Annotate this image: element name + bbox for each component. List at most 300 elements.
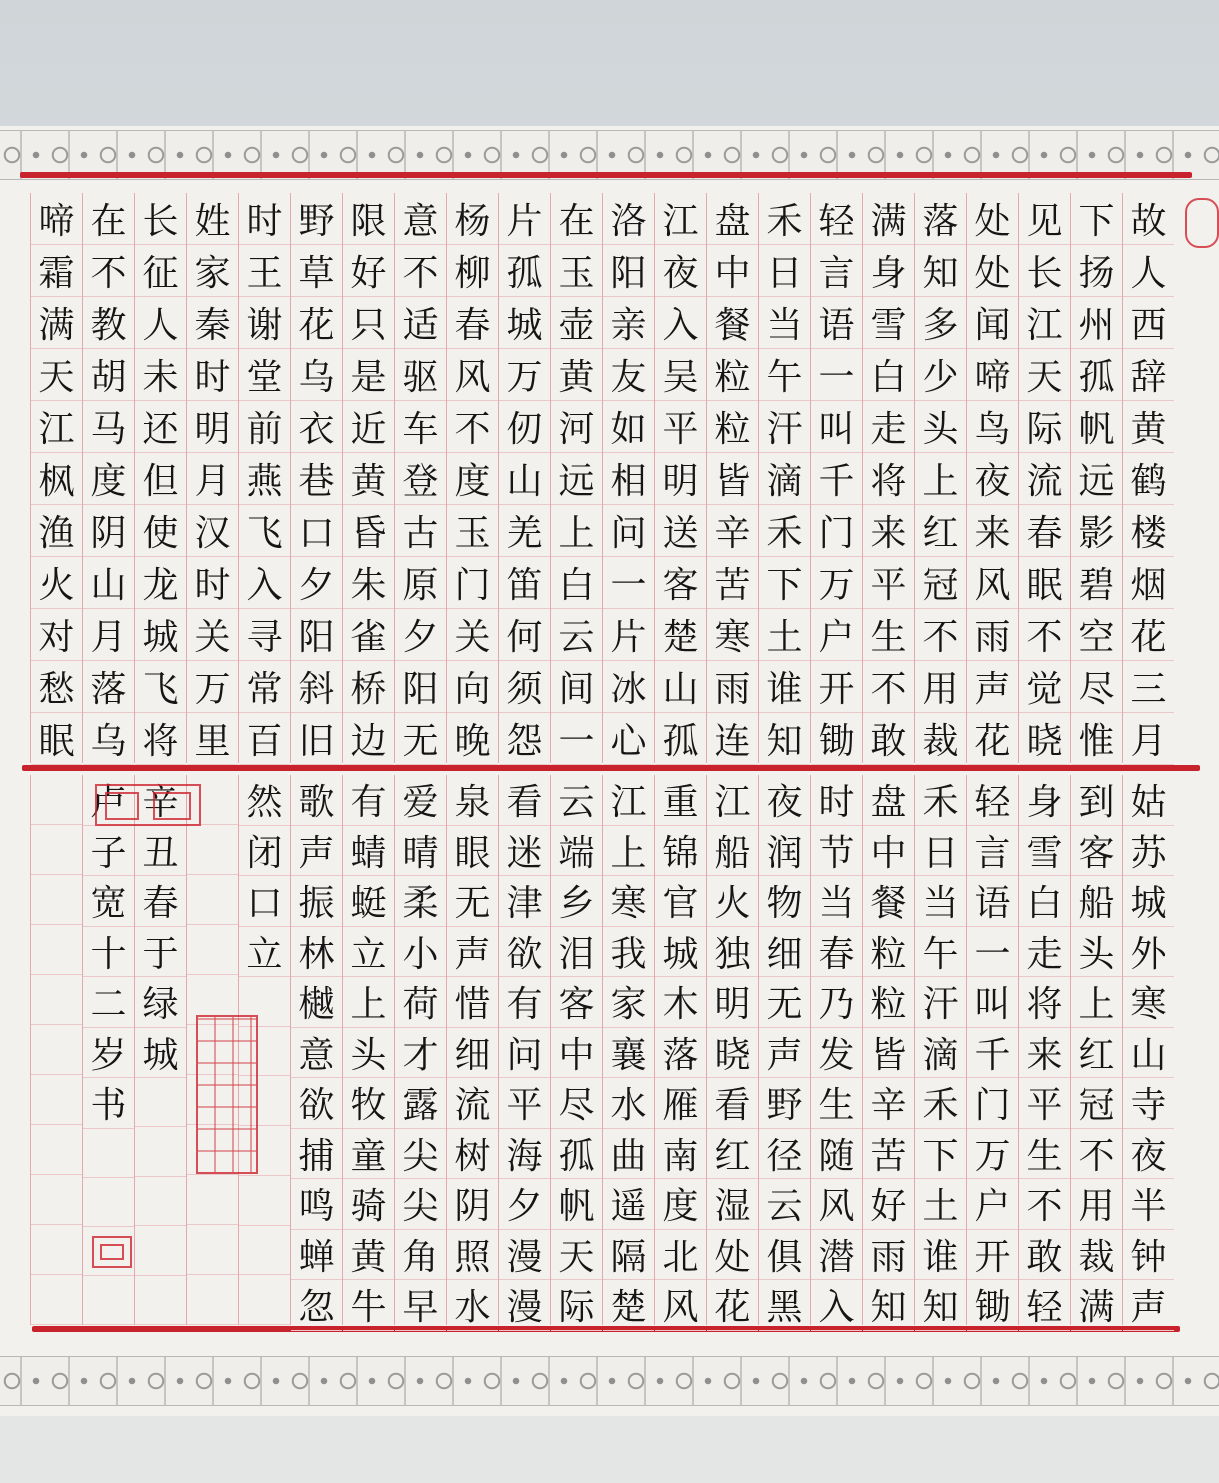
bottom-char-cell: 骑: [343, 1179, 394, 1230]
bottom-char-cell: 处: [707, 1230, 758, 1281]
top-char-cell: 三: [1123, 661, 1174, 713]
top-char-cell: 适: [395, 297, 446, 349]
bottom-char-cell: 身: [1019, 775, 1070, 826]
top-char-cell: 限: [343, 193, 394, 245]
bottom-char-cell: 有: [499, 977, 550, 1028]
bottom-char-cell: 眼: [447, 826, 498, 877]
bottom-char-cell: 俱: [759, 1230, 810, 1281]
bottom-char-cell: 迷: [499, 826, 550, 877]
top-char-cell: 头: [915, 401, 966, 453]
top-char-cell: 来: [863, 505, 914, 557]
top-char-cell: 土: [759, 609, 810, 661]
top-char-cell: 飞: [135, 661, 186, 713]
top-char-cell: 时: [239, 193, 290, 245]
top-char-cell: 前: [239, 401, 290, 453]
bottom-char-cell: 细: [447, 1028, 498, 1079]
top-char-cell: 下: [1071, 193, 1122, 245]
bottom-char-cell: 有: [343, 775, 394, 826]
top-char-cell: 阳: [603, 245, 654, 297]
bottom-column: [290, 775, 342, 1329]
bottom-char-cell: 泪: [551, 927, 602, 978]
top-char-cell: 胡: [83, 349, 134, 401]
top-char-cell: 孤: [1071, 349, 1122, 401]
bottom-char-cell: 于: [135, 927, 186, 978]
top-char-cell: 汗: [759, 401, 810, 453]
bottom-char-cell: 樾: [291, 977, 342, 1028]
bottom-char-cell: 中: [551, 1028, 602, 1079]
top-char-cell: 天: [1019, 349, 1070, 401]
bottom-char-cell: 雁: [655, 1078, 706, 1129]
top-char-cell: 苦: [707, 557, 758, 609]
bottom-char-cell: 当: [915, 876, 966, 927]
top-char-cell: 不: [1019, 609, 1070, 661]
top-char-cell: 江: [1019, 297, 1070, 349]
bottom-char-cell: 上: [343, 977, 394, 1028]
top-char-cell: 午: [759, 349, 810, 401]
top-char-cell: 见: [1019, 193, 1070, 245]
bottom-char-cell: 阴: [447, 1179, 498, 1230]
top-char-cell: 山: [83, 557, 134, 609]
top-char-cell: 羌: [499, 505, 550, 557]
bottom-char-cell: 锄: [967, 1280, 1018, 1331]
bottom-column: [550, 775, 602, 1329]
bottom-char-cell: 木: [655, 977, 706, 1028]
top-char-cell: 王: [239, 245, 290, 297]
top-char-cell: 上: [551, 505, 602, 557]
bottom-char-cell: 日: [915, 826, 966, 877]
bottom-char-cell: 意: [291, 1028, 342, 1079]
top-char-cell: 斜: [291, 661, 342, 713]
bottom-char-cell: 帆: [551, 1179, 602, 1230]
bottom-char-cell: 城: [1123, 876, 1174, 927]
top-char-cell: 片: [603, 609, 654, 661]
top-char-cell: 寻: [239, 609, 290, 661]
bottom-char-cell: 楚: [603, 1280, 654, 1331]
bottom-char-cell: 立: [239, 927, 290, 978]
top-char-cell: 关: [447, 609, 498, 661]
top-char-cell: 月: [1123, 713, 1174, 765]
bottom-char-cell: 鸣: [291, 1179, 342, 1230]
top-char-cell: 眠: [1019, 557, 1070, 609]
bottom-char-cell: 生: [1019, 1129, 1070, 1180]
bottom-column: [342, 775, 394, 1329]
bottom-char-cell: 上: [603, 826, 654, 877]
top-char-cell: 仞: [499, 401, 550, 453]
bottom-char-cell: 滴: [915, 1028, 966, 1079]
bottom-char-cell: [83, 1178, 134, 1227]
bottom-char-cell: 水: [447, 1280, 498, 1331]
bottom-char-cell: [187, 1175, 238, 1225]
top-char-cell: 问: [603, 505, 654, 557]
top-char-cell: 车: [395, 401, 446, 453]
top-char-cell: 远: [1071, 453, 1122, 505]
bottom-char-cell: 江: [603, 775, 654, 826]
top-column: [446, 193, 498, 763]
top-char-cell: 红: [915, 505, 966, 557]
top-char-cell: 不: [395, 245, 446, 297]
top-char-cell: 如: [603, 401, 654, 453]
top-column: [82, 193, 134, 763]
top-char-cell: 风: [447, 349, 498, 401]
top-char-cell: 满: [31, 297, 82, 349]
top-column: [654, 193, 706, 763]
bottom-column: [446, 775, 498, 1329]
top-char-cell: 语: [811, 297, 862, 349]
top-char-cell: 锄: [811, 713, 862, 765]
top-char-cell: 枫: [31, 453, 82, 505]
bottom-char-cell: 荷: [395, 977, 446, 1028]
top-column: [966, 193, 1018, 763]
bottom-char-cell: 夜: [759, 775, 810, 826]
top-char-cell: 皆: [707, 453, 758, 505]
top-char-cell: 马: [83, 401, 134, 453]
bottom-char-cell: 歌: [291, 775, 342, 826]
top-char-cell: 使: [135, 505, 186, 557]
top-char-cell: 意: [395, 193, 446, 245]
top-char-cell: 登: [395, 453, 446, 505]
bottom-char-cell: 然: [239, 775, 290, 826]
bottom-char-cell: 捕: [291, 1129, 342, 1180]
top-char-cell: 户: [811, 609, 862, 661]
top-char-cell: 州: [1071, 297, 1122, 349]
bottom-char-cell: 万: [967, 1129, 1018, 1180]
top-char-cell: 冠: [915, 557, 966, 609]
bottom-char-cell: 角: [395, 1230, 446, 1281]
top-char-cell: 开: [811, 661, 862, 713]
top-char-cell: 啼: [31, 193, 82, 245]
bottom-char-cell: 水: [603, 1078, 654, 1129]
bottom-char-cell: 无: [447, 876, 498, 927]
top-char-cell: 尽: [1071, 661, 1122, 713]
top-char-cell: 远: [551, 453, 602, 505]
top-char-cell: 边: [343, 713, 394, 765]
bottom-char-cell: [187, 825, 238, 875]
top-char-cell: 花: [967, 713, 1018, 765]
bottom-char-cell: [187, 925, 238, 975]
top-char-cell: 是: [343, 349, 394, 401]
top-char-cell: 叫: [811, 401, 862, 453]
bottom-char-cell: 上: [1071, 977, 1122, 1028]
top-column: [394, 193, 446, 763]
ornamental-border-bottom: [0, 1356, 1219, 1406]
top-char-cell: 楼: [1123, 505, 1174, 557]
top-char-cell: 落: [83, 661, 134, 713]
seal-stamp-square: [196, 1015, 258, 1174]
bottom-char-cell: 乡: [551, 876, 602, 927]
top-char-cell: 花: [1123, 609, 1174, 661]
top-char-cell: 孤: [499, 245, 550, 297]
bottom-char-cell: [31, 1225, 82, 1275]
bottom-char-cell: 千: [967, 1028, 1018, 1079]
bottom-char-cell: 孤: [551, 1129, 602, 1180]
top-char-cell: 用: [915, 661, 966, 713]
top-column: [342, 193, 394, 763]
bottom-char-cell: 平: [499, 1078, 550, 1129]
top-char-cell: 扬: [1071, 245, 1122, 297]
bottom-column: [914, 775, 966, 1329]
bottom-char-cell: 闭: [239, 826, 290, 877]
top-char-cell: 亲: [603, 297, 654, 349]
bottom-char-cell: 船: [707, 826, 758, 877]
top-char-cell: 时: [187, 557, 238, 609]
bottom-char-cell: 冠: [1071, 1078, 1122, 1129]
bottom-char-cell: 姑: [1123, 775, 1174, 826]
top-char-cell: 敢: [863, 713, 914, 765]
top-char-cell: 碧: [1071, 557, 1122, 609]
top-char-cell: 风: [967, 557, 1018, 609]
bottom-char-cell: 小: [395, 927, 446, 978]
bottom-char-cell: 官: [655, 876, 706, 927]
top-char-cell: 原: [395, 557, 446, 609]
top-char-cell: 阳: [291, 609, 342, 661]
red-rule-middle: [22, 765, 1200, 771]
top-char-cell: 夜: [967, 453, 1018, 505]
top-char-cell: 知: [759, 713, 810, 765]
bottom-char-cell: 尖: [395, 1129, 446, 1180]
bottom-char-cell: 城: [655, 927, 706, 978]
top-char-cell: 白: [863, 349, 914, 401]
bottom-char-cell: 爱: [395, 775, 446, 826]
bottom-char-cell: 看: [707, 1078, 758, 1129]
top-column: [1070, 193, 1122, 763]
top-char-cell: 将: [135, 713, 186, 765]
top-char-cell: 教: [83, 297, 134, 349]
bottom-char-cell: [31, 1075, 82, 1125]
top-char-cell: 平: [655, 401, 706, 453]
bottom-char-cell: 红: [707, 1129, 758, 1180]
top-char-cell: 禾: [759, 505, 810, 557]
top-char-cell: 月: [83, 609, 134, 661]
bottom-char-cell: 春: [135, 876, 186, 927]
bottom-char-cell: 看: [499, 775, 550, 826]
top-char-cell: 谢: [239, 297, 290, 349]
bottom-char-cell: 端: [551, 826, 602, 877]
top-char-cell: 生: [863, 609, 914, 661]
bottom-char-cell: 寒: [603, 876, 654, 927]
bottom-char-cell: 餐: [863, 876, 914, 927]
bottom-char-cell: 漫: [499, 1230, 550, 1281]
top-char-cell: 夕: [395, 609, 446, 661]
bottom-char-cell: 风: [655, 1280, 706, 1331]
bottom-char-cell: 皆: [863, 1028, 914, 1079]
bottom-char-cell: 度: [655, 1179, 706, 1230]
top-char-cell: 入: [239, 557, 290, 609]
bottom-char-cell: 润: [759, 826, 810, 877]
bottom-char-cell: 曲: [603, 1129, 654, 1180]
seal-stamp-small: [92, 1236, 132, 1268]
bottom-char-cell: 问: [499, 1028, 550, 1079]
top-char-cell: 将: [863, 453, 914, 505]
bottom-char-cell: 将: [1019, 977, 1070, 1028]
bottom-char-cell: 到: [1071, 775, 1122, 826]
top-char-cell: 渔: [31, 505, 82, 557]
top-char-cell: 际: [1019, 401, 1070, 453]
bottom-char-cell: [187, 875, 238, 925]
bottom-char-cell: 苏: [1123, 826, 1174, 877]
top-char-cell: 阳: [395, 661, 446, 713]
top-column: [30, 193, 82, 763]
top-char-cell: 山: [499, 453, 550, 505]
top-char-cell: 姓: [187, 193, 238, 245]
top-char-cell: 阴: [83, 505, 134, 557]
top-char-cell: 愁: [31, 661, 82, 713]
bottom-char-cell: 十: [83, 927, 134, 978]
bottom-char-cell: 知: [863, 1280, 914, 1331]
seal-stamp-top: [95, 784, 201, 826]
bottom-char-cell: 童: [343, 1129, 394, 1180]
bottom-char-cell: 禾: [915, 775, 966, 826]
top-char-cell: 黄: [343, 453, 394, 505]
bottom-char-cell: 夜: [1123, 1129, 1174, 1180]
top-char-cell: 柳: [447, 245, 498, 297]
bottom-char-cell: [31, 975, 82, 1025]
top-char-cell: 言: [811, 245, 862, 297]
bottom-char-cell: 头: [1071, 927, 1122, 978]
top-char-cell: 但: [135, 453, 186, 505]
top-char-cell: 冰: [603, 661, 654, 713]
top-char-cell: 江: [655, 193, 706, 245]
top-char-cell: 堂: [239, 349, 290, 401]
top-char-cell: 闻: [967, 297, 1018, 349]
bottom-char-cell: 细: [759, 927, 810, 978]
top-char-cell: 辛: [707, 505, 758, 557]
bottom-char-cell: 白: [1019, 876, 1070, 927]
bottom-char-cell: 书: [83, 1078, 134, 1129]
top-char-cell: 飞: [239, 505, 290, 557]
bottom-char-cell: 寒: [1123, 977, 1174, 1028]
bottom-char-cell: 外: [1123, 927, 1174, 978]
seal-stamp-corner: [1185, 198, 1219, 248]
top-char-cell: 一: [551, 713, 602, 765]
bottom-char-cell: 物: [759, 876, 810, 927]
top-char-cell: 杨: [447, 193, 498, 245]
top-char-cell: 禾: [759, 193, 810, 245]
bottom-char-cell: 蜓: [343, 876, 394, 927]
top-char-cell: 人: [135, 297, 186, 349]
bottom-char-cell: 子: [83, 826, 134, 877]
bottom-char-cell: 独: [707, 927, 758, 978]
bottom-char-cell: [31, 1025, 82, 1075]
bottom-char-cell: 走: [1019, 927, 1070, 978]
top-char-cell: 万: [811, 557, 862, 609]
bottom-char-cell: 湿: [707, 1179, 758, 1230]
bottom-char-cell: 辛: [863, 1078, 914, 1129]
top-char-cell: 心: [603, 713, 654, 765]
bottom-char-cell: 不: [1019, 1179, 1070, 1230]
top-char-cell: 常: [239, 661, 290, 713]
bottom-char-cell: 黑: [759, 1280, 810, 1331]
top-char-cell: 连: [707, 713, 758, 765]
bottom-char-cell: 声: [759, 1028, 810, 1079]
bottom-char-cell: 谁: [915, 1230, 966, 1281]
bottom-char-cell: 雨: [863, 1230, 914, 1281]
bottom-char-cell: 当: [811, 876, 862, 927]
top-char-cell: 秦: [187, 297, 238, 349]
bottom-char-cell: 土: [915, 1179, 966, 1230]
bottom-char-cell: 来: [1019, 1028, 1070, 1079]
bottom-char-cell: 生: [811, 1078, 862, 1129]
bottom-char-cell: 平: [1019, 1078, 1070, 1129]
top-char-cell: 处: [967, 193, 1018, 245]
top-char-cell: 友: [603, 349, 654, 401]
bottom-char-cell: 雪: [1019, 826, 1070, 877]
top-column: [550, 193, 602, 763]
top-column: [1018, 193, 1070, 763]
top-char-cell: 千: [811, 453, 862, 505]
top-char-cell: 落: [915, 193, 966, 245]
top-char-cell: 须: [499, 661, 550, 713]
bottom-char-cell: [31, 925, 82, 975]
top-char-cell: 空: [1071, 609, 1122, 661]
top-char-cell: 江: [31, 401, 82, 453]
top-char-cell: 影: [1071, 505, 1122, 557]
top-char-cell: 多: [915, 297, 966, 349]
top-char-cell: 怨: [499, 713, 550, 765]
top-char-cell: 下: [759, 557, 810, 609]
bottom-char-cell: 客: [1071, 826, 1122, 877]
bottom-char-cell: 柔: [395, 876, 446, 927]
top-char-cell: 昏: [343, 505, 394, 557]
top-char-cell: 里: [187, 713, 238, 765]
bottom-char-cell: 粒: [863, 977, 914, 1028]
top-char-cell: 寒: [707, 609, 758, 661]
bottom-char-cell: 口: [239, 876, 290, 927]
bottom-char-cell: 北: [655, 1230, 706, 1281]
top-char-cell: 楚: [655, 609, 706, 661]
top-char-cell: 粒: [707, 349, 758, 401]
top-char-cell: 餐: [707, 297, 758, 349]
top-char-cell: 身: [863, 245, 914, 297]
top-char-cell: 不: [83, 245, 134, 297]
bottom-char-cell: 山: [1123, 1028, 1174, 1079]
bottom-char-cell: [31, 825, 82, 875]
bottom-char-cell: 禾: [915, 1078, 966, 1129]
bottom-column: [862, 775, 914, 1329]
top-char-cell: 晚: [447, 713, 498, 765]
bottom-column: [810, 775, 862, 1329]
top-char-cell: 壶: [551, 297, 602, 349]
top-char-cell: 花: [291, 297, 342, 349]
top-char-cell: 间: [551, 661, 602, 713]
bottom-char-cell: 云: [759, 1179, 810, 1230]
bottom-char-cell: 晴: [395, 826, 446, 877]
top-column: [134, 193, 186, 763]
bottom-char-cell: 盘: [863, 775, 914, 826]
bottom-char-cell: [31, 1175, 82, 1225]
bottom-char-cell: 节: [811, 826, 862, 877]
top-char-cell: 月: [187, 453, 238, 505]
bottom-char-cell: 忽: [291, 1280, 342, 1331]
top-char-cell: 滴: [759, 453, 810, 505]
bottom-char-cell: [31, 1125, 82, 1175]
bottom-char-cell: 半: [1123, 1179, 1174, 1230]
top-char-cell: 在: [83, 193, 134, 245]
bottom-char-cell: 落: [655, 1028, 706, 1079]
top-char-cell: 燕: [239, 453, 290, 505]
bottom-char-cell: 随: [811, 1129, 862, 1180]
bottom-char-cell: 树: [447, 1129, 498, 1180]
top-char-cell: 朱: [343, 557, 394, 609]
top-column: [862, 193, 914, 763]
top-char-cell: 未: [135, 349, 186, 401]
bottom-char-cell: 粒: [863, 927, 914, 978]
bottom-char-cell: 声: [291, 826, 342, 877]
bottom-char-cell: 黄: [343, 1230, 394, 1281]
bottom-char-cell: [135, 1127, 186, 1176]
top-char-cell: 对: [31, 609, 82, 661]
top-char-cell: 门: [447, 557, 498, 609]
bottom-column: [1070, 775, 1122, 1329]
